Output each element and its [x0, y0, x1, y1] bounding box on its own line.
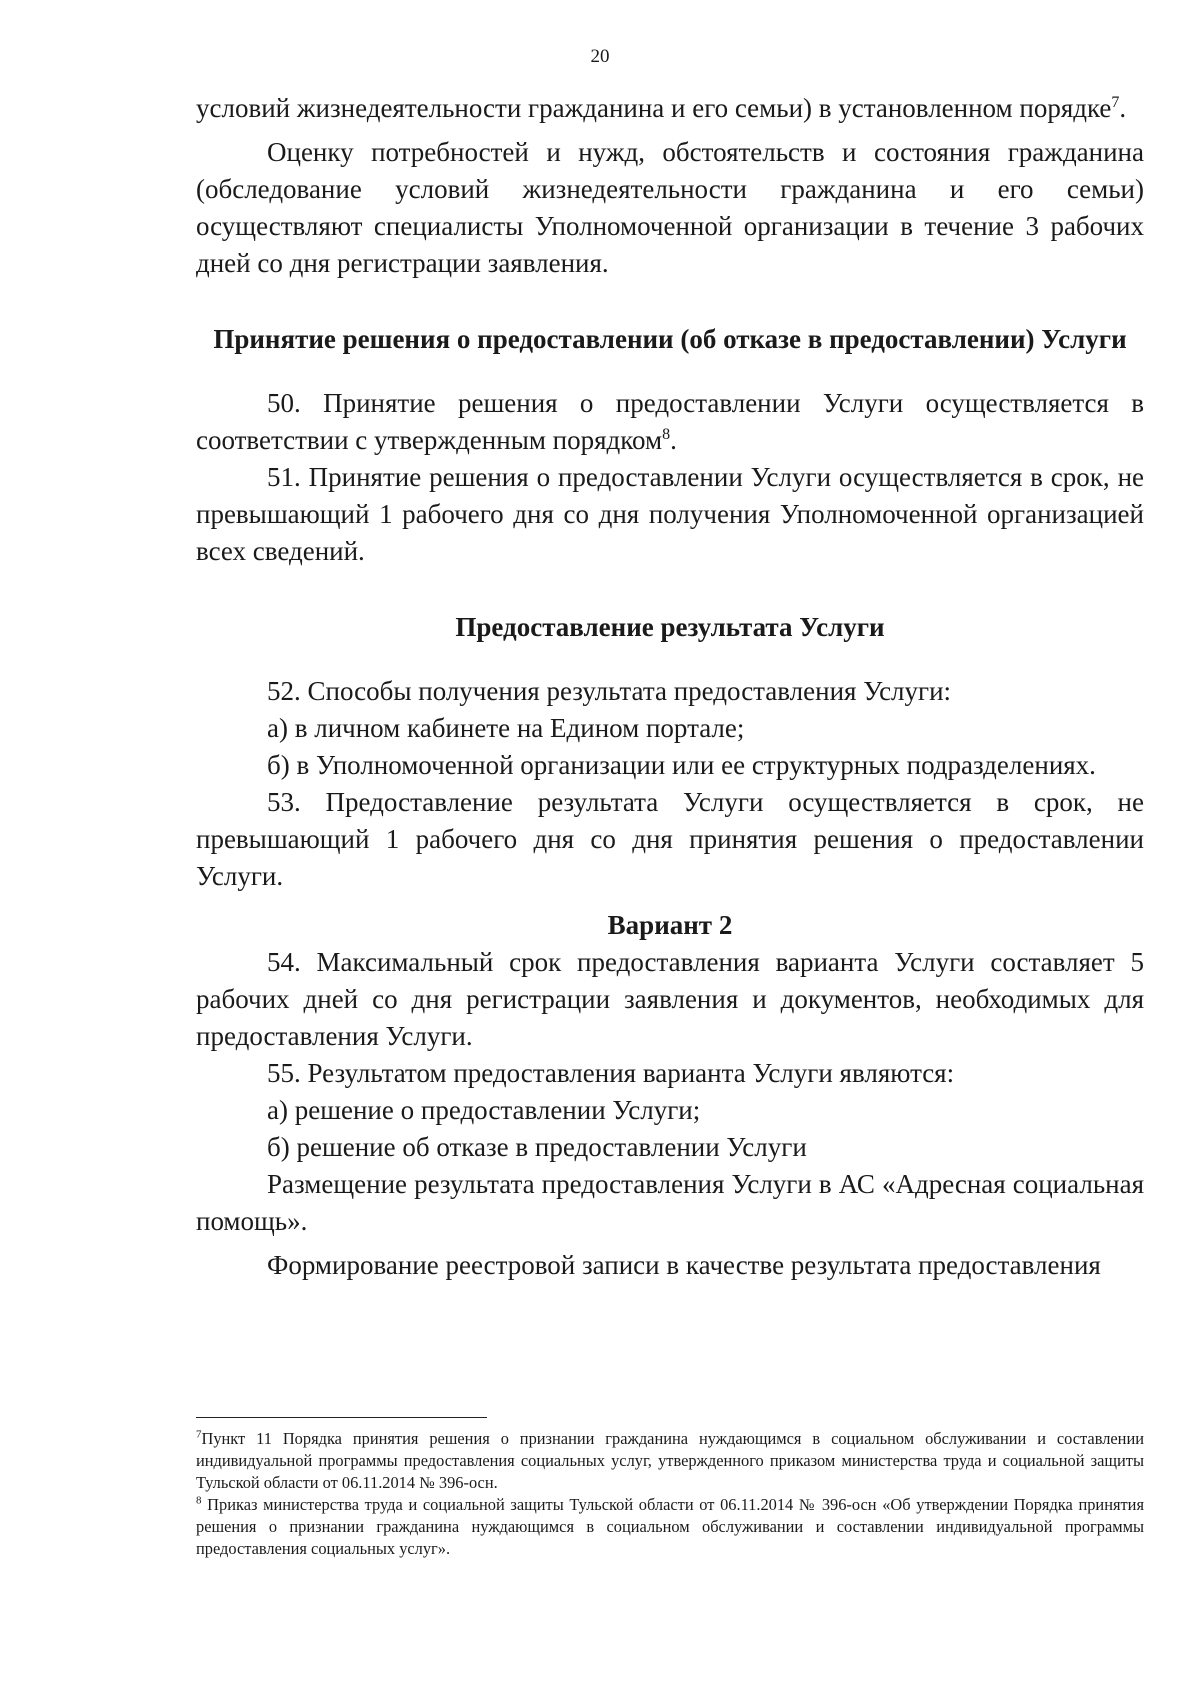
footnote-mark: 7 [196, 1428, 202, 1441]
page-number: 20 [590, 46, 610, 67]
paragraph-53: 53. Предоставление результата Услуги осуществляется в срок, не превышающий 1 рабочего дня со дня принятия решения о предоставлении Услуги. [196, 787, 1144, 891]
paragraph-51: 51. Принятие решения о предоставлении Услуги осуществляется в срок, не превышающий 1 рабочего дня со дня получения Уполномоченной организацией всех сведений. [196, 462, 1144, 566]
paragraph-54: 54. Максимальный срок предоставления варианта Услуги составляет 5 рабочих дней со дня регистрации заявления и документов, необходимых для предоставления Услуги. [196, 947, 1144, 1051]
section-heading-result: Предоставление результата Услуги [455, 612, 885, 642]
document-body [196, 90, 1144, 1284]
footnote-separator [196, 1417, 487, 1418]
footnote-8 [196, 1494, 1144, 1560]
paragraph-assessment: Оценку потребностей и нужд, обстоятельств и состояния гражданина (обследование условий жизнедеятельности гражданина и его семьи) осуществляют специалисты Уполномоченной организации в течение 3 рабочих дней со дня регистрации заявления. [196, 137, 1144, 278]
footnote-7 [196, 1428, 1144, 1494]
paragraph-continued [196, 90, 1144, 127]
list-item-55b: б) решение об отказе в предоставлении Услуги [267, 1132, 807, 1162]
section-heading-variant-2: Вариант 2 [607, 910, 733, 940]
paragraph-50 [196, 385, 1144, 459]
footnote-mark: 8 [196, 1494, 202, 1507]
paragraph-end: . [670, 425, 677, 455]
paragraph-text: 50. Принятие решения о предоставлении Услуги осуществляется в соответствии с утвержденным порядком [196, 388, 1144, 455]
footnote-text: Приказ министерства труда и социальной защиты Тульской области от 06.11.2014 № 396-осн «Об утверждении Порядка принятия решения о признании гражданина нуждающимся в социальном обслуживании и составлении индивидуальной программы предоставления социальных услуг». [196, 1495, 1144, 1558]
paragraph-registry-record: Формирование реестровой записи в качестве результата предоставления [267, 1250, 1101, 1280]
list-item-55a: а) решение о предоставлении Услуги; [267, 1095, 701, 1125]
list-item-52a: а) в личном кабинете на Едином портале; [267, 713, 745, 743]
paragraph-text: условий жизнедеятельности гражданина и его семьи) в установленном порядке [196, 93, 1112, 123]
footnotes [196, 1428, 1144, 1560]
paragraph-55: 55. Результатом предоставления варианта Услуги являются: [267, 1058, 955, 1088]
paragraph-52: 52. Способы получения результата предоставления Услуги: [267, 676, 952, 706]
footnote-ref: 8 [662, 426, 671, 443]
footnote-text: Пункт 11 Порядка принятия решения о признании гражданина нуждающимся в социальном обслуживании и составлении индивидуальной программы предоставления социальных услуг, утвержденного приказом министерства труда и социальной защиты Тульской области от 06.11.2014 № 396-осн. [196, 1429, 1144, 1492]
list-item-52b: б) в Уполномоченной организации или ее структурных подразделениях. [267, 750, 1096, 780]
section-heading-decision: Принятие решения о предоставлении (об отказе в предоставлении) Услуги [213, 324, 1127, 354]
paragraph-end: . [1119, 93, 1127, 123]
paragraph-placement: Размещение результата предоставления Услуги в АС «Адресная социальная помощь». [196, 1169, 1144, 1236]
footnote-ref: 7 [1111, 94, 1120, 111]
